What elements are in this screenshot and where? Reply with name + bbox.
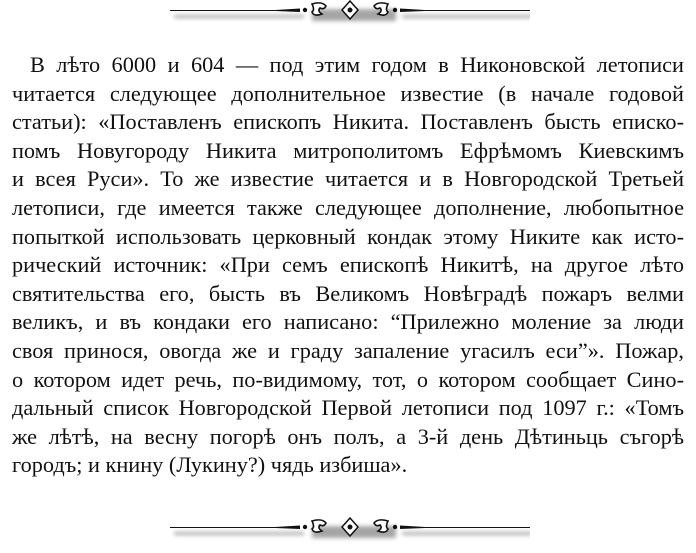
document-body bbox=[12, 51, 684, 480]
text-line: о котором идет речь, по-видимому, тот, о котором сообщает Сино- bbox=[12, 366, 684, 392]
text-line: великъ, и въ кондаки его написано: “Прилежно моление за люди bbox=[12, 309, 684, 335]
text-line: же лѣтѣ, на весну погорѣ онъ полъ, а 3-й день Дѣтиньць съгорѣ bbox=[12, 423, 684, 449]
text-line: помъ Новугороду Никита митрополитомъ Ефрѣмомъ Киевскимъ bbox=[12, 137, 684, 163]
text-line: городъ; и книну (Лукину?) чядь избиша». bbox=[12, 452, 408, 478]
text-line: читается следующее дополнительное известие (в начале годовой bbox=[12, 80, 684, 106]
text-line: летописи, где имеется также следующее дополнение, любопытное bbox=[12, 194, 684, 220]
ornament-divider-bottom bbox=[170, 517, 530, 543]
text-line: рический источник: «При семъ епископѣ Никитѣ, на другое лѣто bbox=[12, 252, 684, 278]
text-line: В лѣто 6000 и 604 — под этим годом в Никоновской летописи bbox=[30, 52, 684, 77]
ornament-divider-top bbox=[170, 0, 530, 26]
text-line: святительства его, бысть въ Великомъ Новѣградѣ пожаръ велми bbox=[12, 280, 684, 306]
text-line: статьи): «Поставленъ епископъ Никита. Поставленъ бысть еписко- bbox=[12, 109, 684, 135]
text-line: попыткой использовать церковный кондак этому Никите как исто- bbox=[12, 223, 684, 249]
text-line: своя принося, овогда же и граду запаление угасилъ еси”». Пожар, bbox=[12, 337, 684, 363]
text-line: дальный список Новгородской Первой летописи под 1097 г.: «Томъ bbox=[12, 395, 684, 421]
text-line: и всея Руси». То же известие читается и в Новгородской Третьей bbox=[12, 166, 684, 192]
